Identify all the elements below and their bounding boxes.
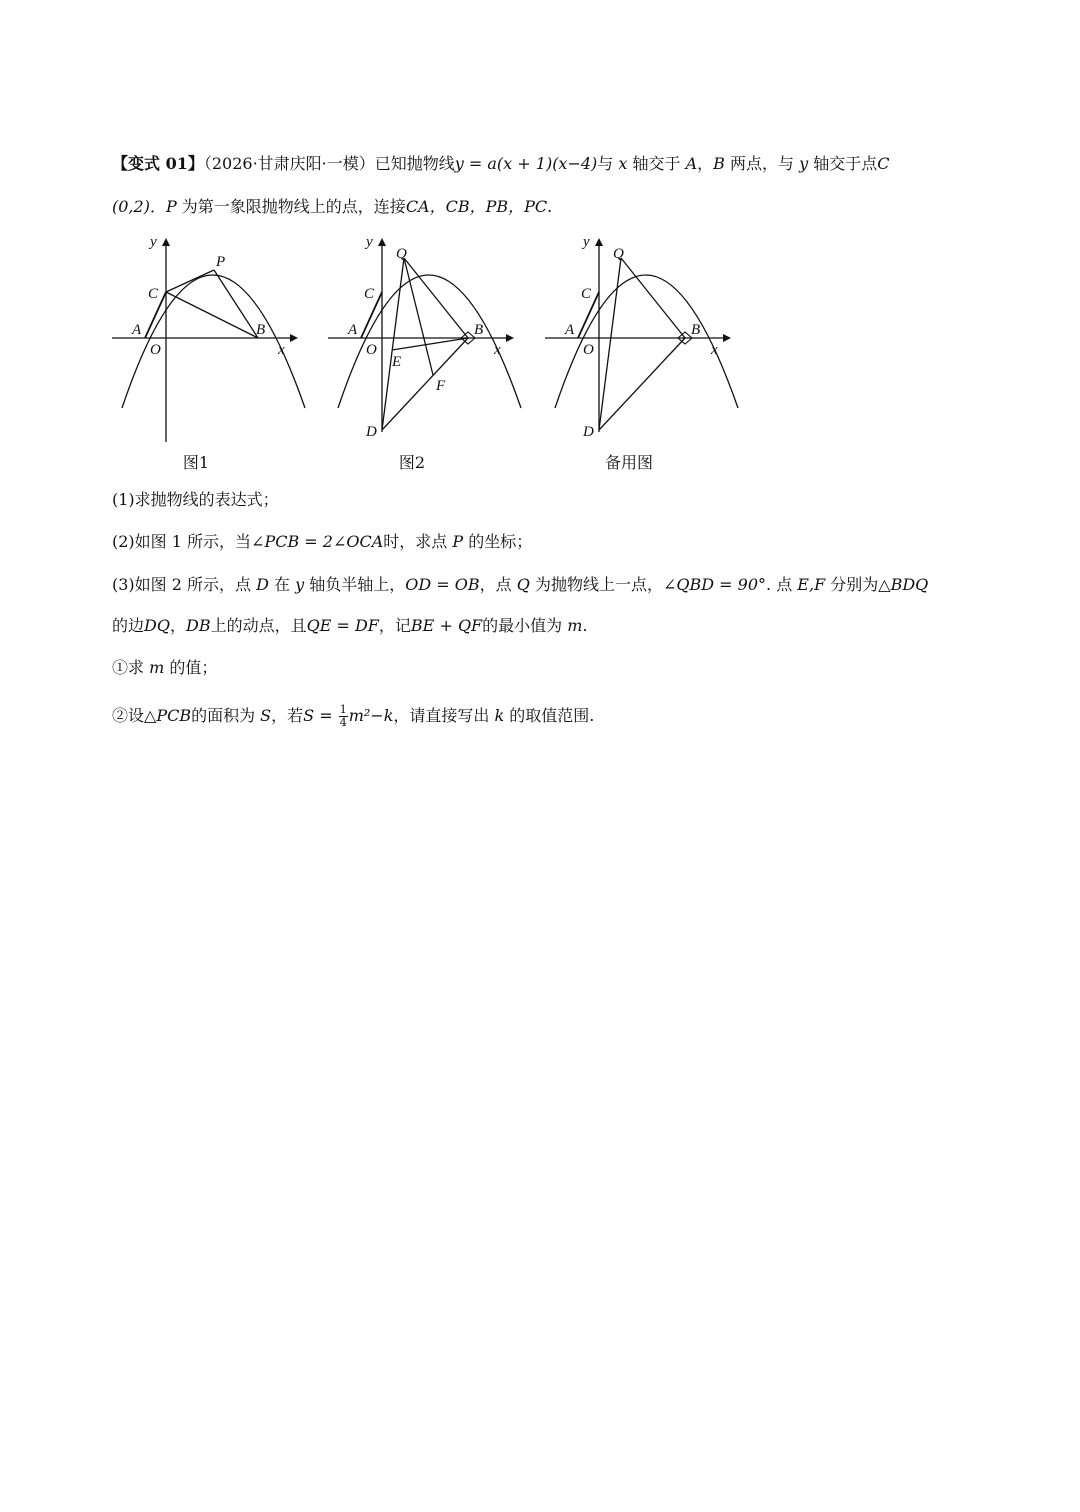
var-A: A <box>685 154 698 173</box>
fig1-label-B: B <box>256 322 266 338</box>
var-P: P <box>452 532 464 551</box>
var-S: S <box>260 706 272 725</box>
fig2-label-F: F <box>436 378 446 394</box>
problem-line-1 <box>112 152 890 176</box>
fig2-label-D: D <box>366 424 377 440</box>
text: 为第一象限抛物线上的点，连接 <box>176 197 406 216</box>
parabola-equation: y = a(x + 1)(x−4) <box>454 154 598 173</box>
text: (3)如图 2 所示，点 <box>112 575 257 594</box>
text: ． <box>149 197 166 216</box>
fig2-label-y: y <box>366 234 373 250</box>
fig3-label-B: B <box>691 322 701 338</box>
text: 的值； <box>164 658 218 677</box>
text: (2)如图 1 所示，当 <box>112 532 252 551</box>
text: ②设△ <box>112 706 157 725</box>
figure-2 <box>316 232 516 472</box>
problem-source: （2026·甘肃庆阳·一模） <box>203 154 375 173</box>
text: 上的动点，且 <box>210 616 307 635</box>
text: 在 <box>268 575 296 594</box>
fig3-label-A: A <box>565 322 575 338</box>
question-1: (1)求抛物线的表达式； <box>112 490 279 509</box>
var-k: k <box>494 706 505 725</box>
angle-condition: ∠PCB = 2∠OCA <box>251 532 384 551</box>
fig2-label-Q: Q <box>396 246 407 262</box>
text: 已知抛物线 <box>374 154 455 173</box>
text: ， <box>169 616 186 635</box>
seg-DQ: DQ <box>144 616 170 635</box>
var-y: y <box>799 154 809 173</box>
equation-od-ob: OD = OB <box>405 575 480 594</box>
text: 为抛物线上一点， <box>529 575 663 594</box>
figures-row <box>100 232 740 478</box>
fig2-caption: 图2 <box>398 453 426 472</box>
problem-tag: 【变式 01】 <box>112 154 204 173</box>
text: 轴负半轴上， <box>304 575 406 594</box>
sum-be-qf: BE + QF <box>410 616 483 635</box>
text: ，点 <box>479 575 517 594</box>
fraction-denominator: 4 <box>339 716 347 729</box>
fig2-label-O: O <box>366 342 377 358</box>
var-D: D <box>256 575 269 594</box>
var-m: m <box>149 658 165 677</box>
angle-qbd: ∠QBD = 90° <box>662 575 767 594</box>
var-C: C <box>877 154 890 173</box>
fig1-label-y: y <box>150 234 157 250</box>
text: 两点，与 <box>724 154 800 173</box>
subquestion-1 <box>112 656 217 680</box>
text: ， <box>697 154 714 173</box>
text: 时，求点 <box>383 532 453 551</box>
fig1-label-A: A <box>132 322 142 338</box>
text: ，记 <box>378 616 411 635</box>
question-3-line-1 <box>112 573 928 597</box>
equation-s: S = <box>303 706 338 725</box>
problem-line-2 <box>112 195 552 219</box>
subquestion-2 <box>112 704 594 729</box>
fig3-label-x: x <box>711 342 718 358</box>
text: . 点 <box>766 575 798 594</box>
point-c-coord: (0,2) <box>112 197 150 216</box>
var-P: P <box>165 197 177 216</box>
text: 的面积为 <box>191 706 261 725</box>
fig3-label-O: O <box>583 342 594 358</box>
seg-DB: DB <box>185 616 211 635</box>
text: ，请直接写出 <box>393 706 495 725</box>
fig1-label-O: O <box>150 342 161 358</box>
fig1-label-P: P <box>216 254 226 270</box>
question-2 <box>112 530 532 554</box>
fig2-label-E: E <box>392 354 402 370</box>
fig3-label-C: C <box>581 286 592 302</box>
equation-qe-df: QE = DF <box>306 616 379 635</box>
fig2-label-B: B <box>474 322 484 338</box>
fig3-label-y: y <box>583 234 590 250</box>
triangle-pcb: PCB <box>156 706 192 725</box>
text: . <box>547 197 553 216</box>
text: 的取值范围. <box>504 706 595 725</box>
triangle-bdq: BDQ <box>890 575 929 594</box>
text: 与 <box>597 154 619 173</box>
text: 分别为△ <box>825 575 891 594</box>
fig2-label-C: C <box>364 286 375 302</box>
text: ，若 <box>271 706 304 725</box>
text: 的最小值为 <box>482 616 568 635</box>
fig1-label-x: x <box>278 342 285 358</box>
question-3-line-2 <box>112 614 588 638</box>
var-m: m <box>567 616 583 635</box>
var-y: y <box>295 575 305 594</box>
fig3-label-D: D <box>583 424 594 440</box>
text: 的边 <box>112 616 145 635</box>
text: 的坐标； <box>463 532 533 551</box>
fig1-caption: 图1 <box>182 453 210 472</box>
segments: CA，CB，PB，PC <box>405 197 548 216</box>
var-Q: Q <box>516 575 530 594</box>
var-B: B <box>713 154 725 173</box>
fig2-label-x: x <box>494 342 501 358</box>
text: ①求 <box>112 658 150 677</box>
fraction-one-quarter <box>339 704 348 729</box>
text: 轴交于点 <box>808 154 878 173</box>
fig1-label-C: C <box>148 286 159 302</box>
text: . <box>582 616 588 635</box>
fig2-label-A: A <box>348 322 358 338</box>
fig3-caption: 备用图 <box>604 453 653 472</box>
var-EF: E,F <box>797 575 826 594</box>
figure-3 <box>533 232 733 472</box>
fraction-numerator: 1 <box>339 703 347 716</box>
var-x: x <box>618 154 628 173</box>
equation-tail: m²−k <box>348 706 394 725</box>
figure-1 <box>100 232 300 472</box>
fig3-label-Q: Q <box>613 246 624 262</box>
text: 轴交于 <box>627 154 686 173</box>
